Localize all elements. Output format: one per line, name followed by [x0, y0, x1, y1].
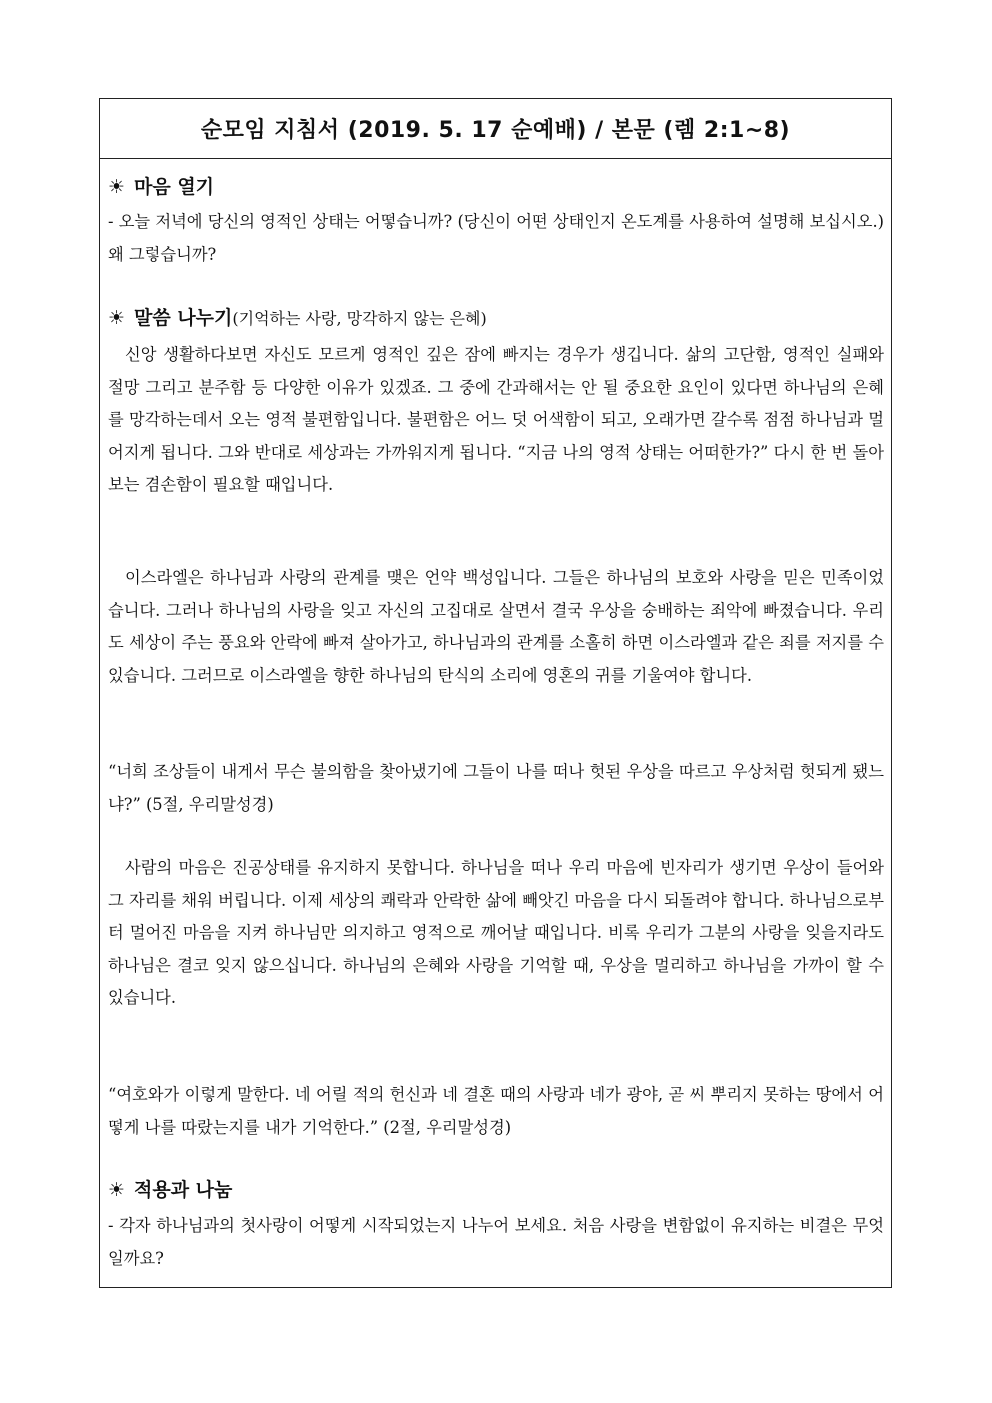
sun-icon: ☀	[108, 307, 126, 329]
section-heading-word	[108, 303, 884, 333]
word-paragraph-1: 신앙 생활하다보면 자신도 모르게 영적인 깊은 잠에 빠지는 경우가 생깁니다. 삶의 고단함, 영적인 실패와 절망 그리고 분주함 등 다양한 이유가 있겠죠. 그 중에 간과해서는 안 될 중요한 요인이 있다면 하나님의 은혜를 망각하는데서 오는 영적 불편함입니다. 불편함은 어느 덧 어색함이 되고, 오래가면 갈수록 점점 하나님과 멀어지게 됩니다. 그와 반대로 세상과는 가까워지게 됩니다. “지금 나의 영적 상태는 어떠한가?” 다시 한 번 돌아보는 겸손함이 필요할 때입니다.	[108, 345, 884, 494]
sun-icon: ☀	[108, 176, 126, 198]
heading-word-label: 말씀 나누기	[134, 307, 233, 329]
heading-open-label: 마음 열기	[134, 176, 215, 198]
page-title: 순모임 지침서 (2019. 5. 17 순예배) / 본문 (렘 2:1~8)	[200, 118, 791, 143]
apply-question: - 각자 하나님과의 첫사랑이 어떻게 시작되었는지 나누어 보세요. 처음 사랑을 변함없이 유지하는 비결은 무엇일까요?	[108, 1216, 884, 1268]
guide-table	[99, 98, 892, 1288]
word-paragraph-2: 이스라엘은 하나님과 사랑의 관계를 맺은 언약 백성입니다. 그들은 하나님의 보호와 사랑을 믿은 민족이었습니다. 그러나 하나님의 사랑을 잊고 자신의 고집대로 살면서 결국 우상을 숭배하는 죄악에 빠졌습니다. 우리도 세상이 주는 풍요와 안락에 빠져 살아가고, 하나님과의 관계를 소홀히 하면 이스라엘과 같은 죄를 저지를 수 있습니다. 그러므로 이스라엘을 향한 하나님의 탄식의 소리에 영혼의 귀를 기울여야 합니다.	[108, 568, 884, 685]
section-heading-apply	[108, 1175, 884, 1205]
section-heading-open	[108, 172, 884, 202]
open-question: - 오늘 저녁에 당신의 영적인 상태는 어떻습니까? (당신이 어떤 상태인지 온도계를 사용하여 설명해 보십시오.) 왜 그렇습니까?	[108, 212, 884, 264]
title-row	[100, 99, 891, 159]
heading-word-subtitle: (기억하는 사랑, 망각하지 않는 은혜)	[232, 309, 487, 328]
scripture-quote-2: “여호와가 이렇게 말한다. 네 어릴 적의 헌신과 네 결혼 때의 사랑과 네가 광야, 곧 씨 뿌리지 못하는 땅에서 어떻게 나를 따랐는지를 내가 기억한다.” (2절, 우리말성경)	[108, 1085, 884, 1137]
heading-apply-label: 적용과 나눔	[134, 1179, 233, 1201]
sun-icon: ☀	[108, 1179, 126, 1201]
word-paragraph-3: 사람의 마음은 진공상태를 유지하지 못합니다. 하나님을 떠나 우리 마음에 빈자리가 생기면 우상이 들어와 그 자리를 채워 버립니다. 이제 세상의 쾌락과 안락한 삶에 빼앗긴 마음을 다시 되돌려야 합니다. 하나님으로부터 멀어진 마음을 지켜 하나님만 의지하고 영적으로 깨어날 때입니다. 비록 우리가 그분의 사랑을 잊을지라도 하나님은 결코 잊지 않으십니다. 하나님의 은혜와 사랑을 기억할 때, 우상을 멀리하고 하나님을 가까이 할 수 있습니다.	[108, 858, 884, 1007]
scripture-quote-1: “너희 조상들이 내게서 무슨 불의함을 찾아냈기에 그들이 나를 떠나 헛된 우상을 따르고 우상처럼 헛되게 됐느냐?” (5절, 우리말성경)	[108, 762, 884, 814]
